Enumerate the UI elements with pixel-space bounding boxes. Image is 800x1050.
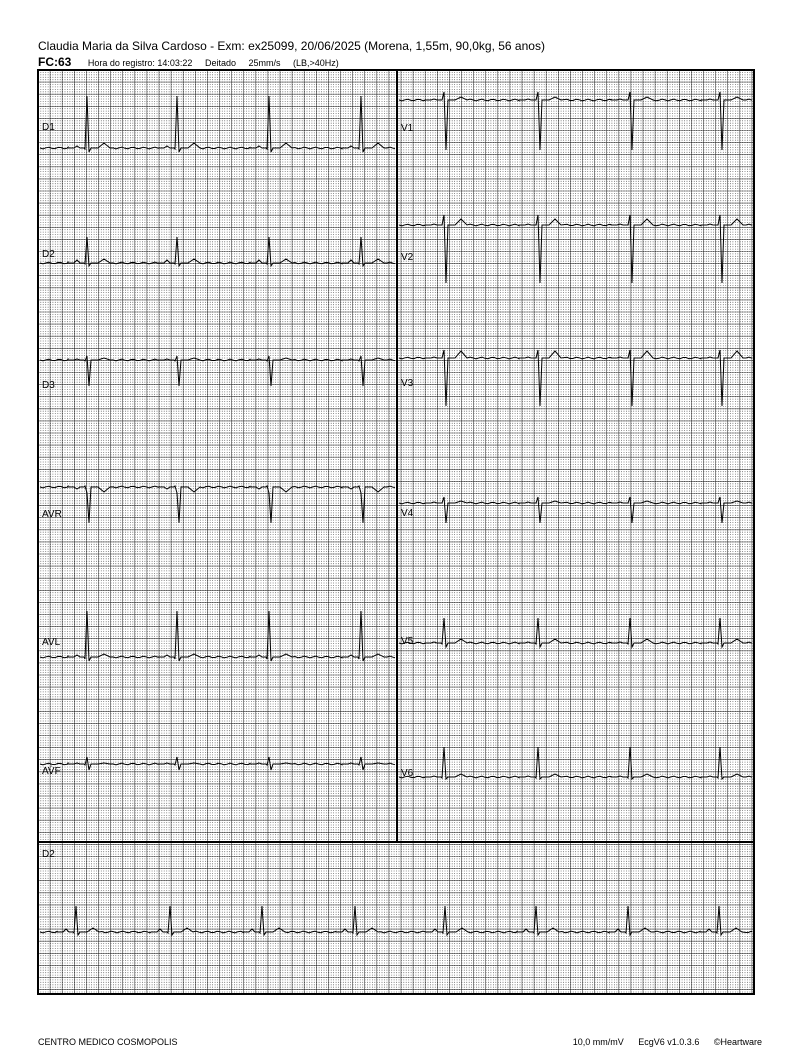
lead-label-left-3: AVR	[42, 509, 62, 520]
gain-setting: 10,0 mm/mV	[572, 1037, 624, 1047]
trace-right-4	[399, 618, 752, 647]
trace-left-5	[40, 757, 395, 770]
patient-header: Claudia Maria da Silva Cardoso - Exm: ex25099, 20/06/2025 (Morena, 1,55m, 90,0kg, 56 anos)	[38, 39, 545, 53]
clinic-name: CENTRO MEDICO COSMOPOLIS	[38, 1037, 178, 1047]
lead-label-left-5: AV̇F	[42, 766, 61, 777]
heart-rate: FC:63	[38, 55, 72, 69]
patient-position: Deitado	[204, 58, 236, 68]
footer-info	[561, 1037, 762, 1047]
lead-label-rhythm: D2	[42, 849, 55, 860]
lead-label-right-3: V4	[401, 508, 414, 519]
lead-label-right-0: V1	[401, 123, 414, 134]
grid-minor-dots	[38, 70, 753, 992]
lead-label-right-1: V2	[401, 252, 414, 263]
lead-label-right-2: V3	[401, 378, 414, 389]
record-time: Hora do registro: 14:03:22	[87, 58, 193, 68]
filter-setting: (LB,>40Hz)	[293, 58, 339, 68]
ecg-frame	[38, 70, 754, 994]
paper-speed: 25mm/s	[248, 58, 281, 68]
lead-label-left-1: D2	[42, 249, 55, 260]
lead-label-left-0: D1	[42, 122, 55, 133]
lead-label-left-4: AVL	[42, 637, 61, 648]
lead-label-right-4: V5	[401, 636, 414, 647]
lead-label-left-2: D3	[42, 380, 55, 391]
software-version: EcgV6 v1.0.3.6	[638, 1037, 700, 1047]
trace-left-0	[40, 96, 395, 152]
brand-logo: ©Heartware	[713, 1037, 762, 1047]
lead-label-right-5: V6	[401, 768, 414, 779]
